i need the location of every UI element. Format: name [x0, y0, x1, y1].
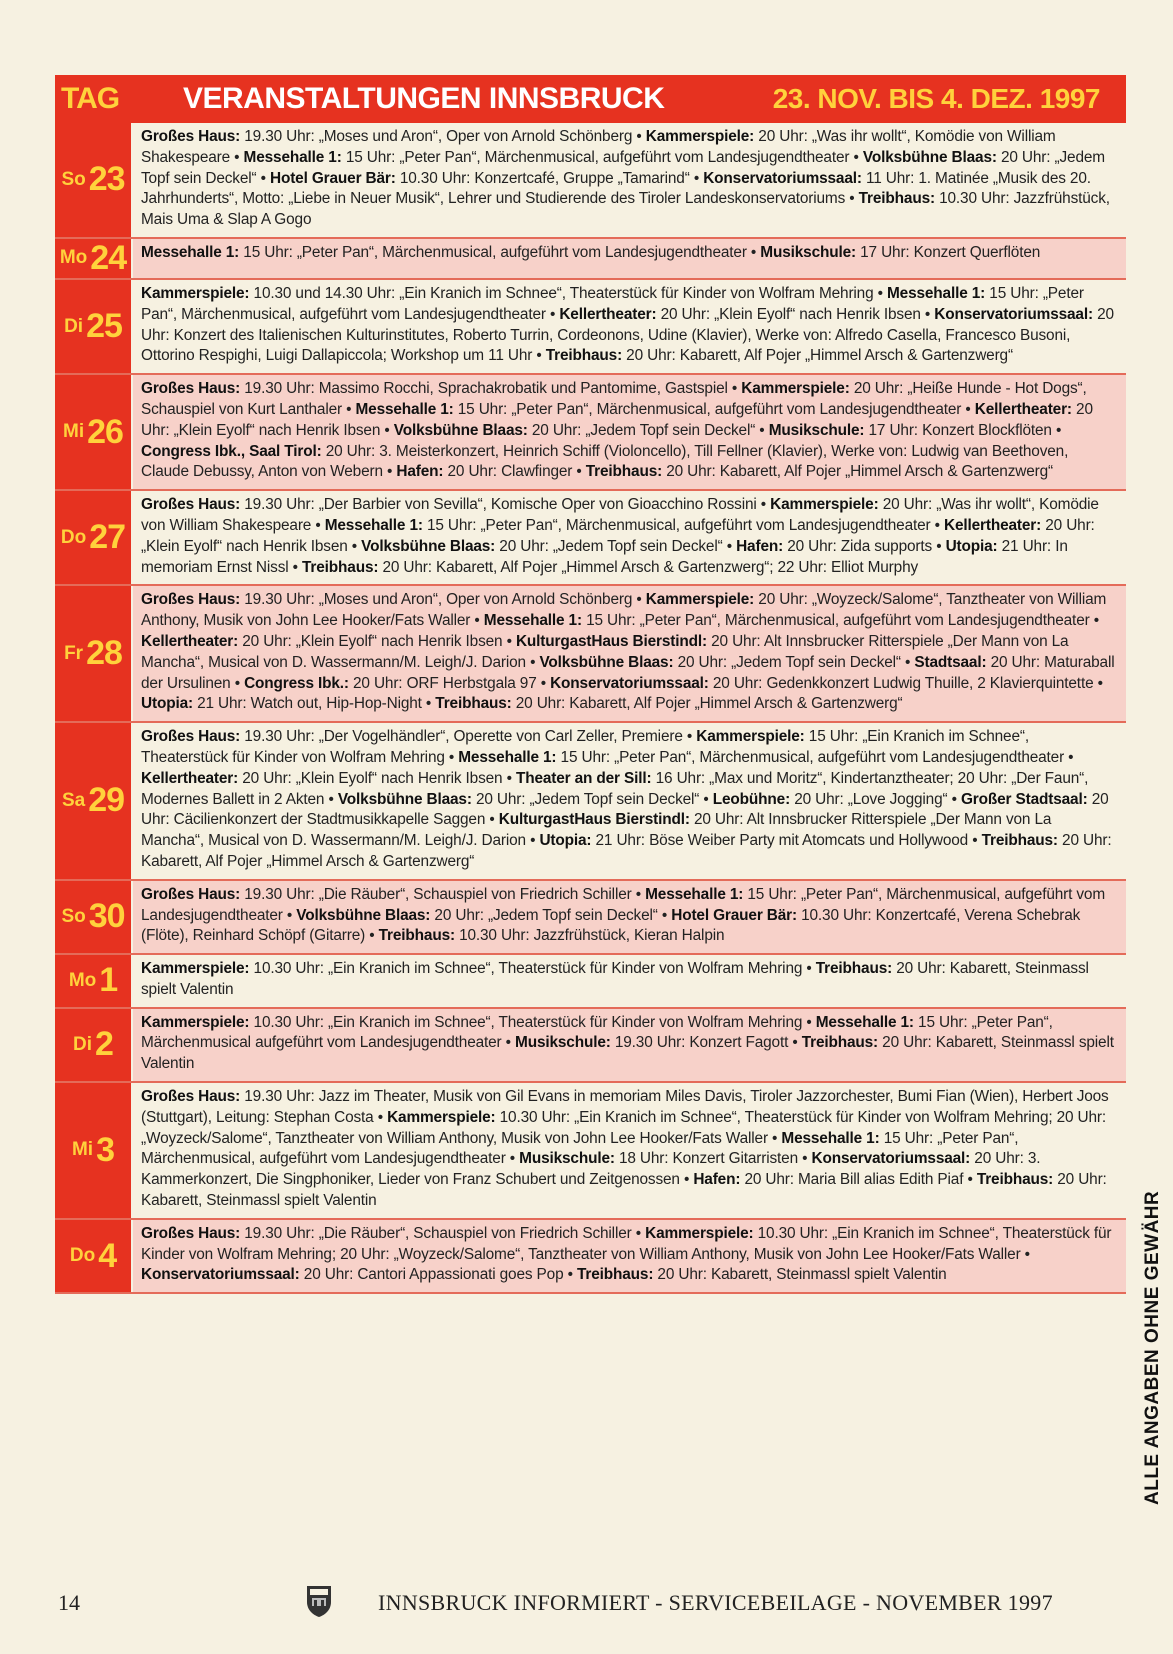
- header-title: VERANSTALTUNGEN INNSBRUCK: [183, 82, 665, 115]
- events-text: [133, 280, 1126, 373]
- venue-name: Messehalle 1:: [887, 284, 986, 302]
- day-label: [55, 239, 133, 278]
- venue-name: Hafen:: [396, 463, 444, 481]
- day-number: 24: [90, 238, 127, 277]
- events-text: [133, 955, 1126, 1007]
- day-label: [55, 123, 133, 237]
- venue-name: Kellertheater:: [974, 400, 1072, 418]
- day-label: [55, 280, 133, 373]
- event-detail: 20 Uhr: „Was ihr wollt“, Komödie von William Shakespeare •: [141, 128, 1056, 166]
- day-label: [55, 1009, 133, 1081]
- event-detail: 20 Uhr: Kabarett, Steinmassl spielt Valentin: [141, 1171, 1107, 1210]
- venue-name: Treibhaus:: [545, 347, 623, 365]
- event-detail: 15 Uhr: „Peter Pan“, Märchenmusical aufgeführt vom Landesjugendtheater •: [141, 1013, 1053, 1052]
- events-text: [133, 586, 1126, 721]
- events-text: [133, 123, 1126, 237]
- venue-name: Großes Haus:: [141, 128, 241, 145]
- day-number: 23: [88, 160, 125, 199]
- event-detail: 15 Uhr: „Peter Pan“, Märchenmusical, aufgeführt vom Landesjugendtheater •: [556, 748, 1074, 766]
- day-row: [55, 586, 1126, 723]
- event-detail: 20 Uhr: „Jedem Topf sein Deckel“ •: [141, 148, 1105, 187]
- event-detail: 19.30 Uhr: „Die Räuber“, Schauspiel von Friedrich Schiller •: [240, 1224, 646, 1242]
- event-detail: 19.30 Uhr: Konzert Fagott •: [610, 1034, 802, 1052]
- venue-name: Volksbühne Blaas:: [361, 537, 496, 555]
- day-number: 28: [86, 634, 122, 673]
- day-row: [55, 881, 1126, 955]
- venue-name: Kammerspiele:: [696, 728, 805, 746]
- venue-name: Kammerspiele:: [141, 1013, 250, 1031]
- day-number: 25: [86, 307, 122, 346]
- events-text: [133, 723, 1126, 879]
- venue-name: Kammerspiele:: [645, 128, 755, 145]
- venue-name: KulturgastHaus Bierstindl:: [498, 811, 690, 829]
- event-detail: 19.30 Uhr: „Der Vogelhändler“, Operette von Carl Zeller, Premiere •: [240, 728, 697, 746]
- venue-name: Großes Haus:: [141, 728, 241, 746]
- page-number: 14: [58, 1590, 80, 1615]
- event-detail: 20 Uhr: Kabarett, Steinmassl spielt Valentin: [141, 960, 1089, 998]
- venue-name: Volksbühne Blaas:: [337, 790, 472, 808]
- weekday: So: [61, 905, 86, 927]
- event-detail: 20 Uhr: „Jedem Topf sein Deckel“ •: [430, 906, 672, 924]
- day-number: 27: [89, 518, 126, 557]
- events-table: [55, 75, 1126, 1294]
- venue-name: Musikschule:: [768, 421, 865, 439]
- day-number: 2: [95, 1025, 113, 1064]
- weekday: Do: [69, 1245, 96, 1267]
- venue-name: Treibhaus:: [576, 1266, 654, 1284]
- event-detail: 15 Uhr: „Peter Pan“, Märchenmusical, aufgeführt vom Landesjugendtheater •: [141, 284, 1084, 323]
- day-label: [55, 586, 133, 721]
- events-text: [133, 1083, 1126, 1218]
- venue-name: Großes Haus:: [141, 496, 241, 514]
- event-detail: 16 Uhr: „Max und Moritz“, Kindertanztheater; 20 Uhr: „Der Faun“, Modernes Ballett in 2 Akten •: [141, 769, 1089, 808]
- venue-name: Konservatoriumssaal:: [550, 674, 709, 692]
- venue-name: Treibhaus:: [585, 463, 663, 481]
- venue-name: Stadtsaal:: [914, 653, 987, 671]
- venue-name: Musikschule:: [515, 1034, 611, 1052]
- venue-name: Kammerspiele:: [645, 591, 755, 609]
- weekday: Mi: [63, 421, 85, 443]
- events-text: [133, 491, 1126, 584]
- event-detail: 20 Uhr: „Klein Eyolf“ nach Henrik Ibsen •: [656, 305, 935, 323]
- venue-name: Großes Haus:: [141, 380, 241, 398]
- event-detail: 20 Uhr: „Klein Eyolf“ nach Henrik Ibsen •: [238, 769, 516, 787]
- venue-name: Utopia:: [945, 537, 998, 555]
- event-detail: 20 Uhr: Maturaball der Ursulinen •: [141, 653, 1115, 692]
- venue-name: Hotel Grauer Bär:: [269, 169, 396, 187]
- venue-name: Kammerspiele:: [141, 960, 250, 978]
- publication-title: INNSBRUCK INFORMIERT - SERVICEBEILAGE - NOVEMBER 1997: [378, 1590, 1053, 1615]
- event-detail: 20 Uhr: Kabarett, Alf Pojer „Himmel Arsch & Gartenzwerg“: [141, 832, 1112, 870]
- event-detail: 15 Uhr: „Peter Pan“, Märchenmusical, aufgeführt vom Landesjugendtheater •: [239, 243, 761, 261]
- event-detail: 20 Uhr: Kabarett, Steinmassl spielt Valentin: [141, 1034, 1114, 1073]
- event-detail: 20 Uhr: Alt Innsbrucker Ritterspiele „Der Mann von La Mancha“, Musical von D. Wassermann/M. Leigh/J. Darion •: [141, 632, 1069, 671]
- venue-name: Messehalle 1:: [324, 516, 423, 534]
- venue-name: Hafen:: [736, 537, 784, 555]
- venue-name: Großes Haus:: [141, 1224, 241, 1242]
- event-detail: 20 Uhr: Gedenkkonzert Ludwig Thuille, 2 Klavierquintette •: [708, 674, 1103, 692]
- event-detail: 20 Uhr: „Jedem Topf sein Deckel“ •: [495, 537, 737, 555]
- event-detail: 15 Uhr: „Peter Pan“, Märchenmusical, aufgeführt vom Landesjugendtheater •: [453, 400, 975, 418]
- venue-name: Theater an der Sill:: [515, 769, 652, 787]
- event-detail: 20 Uhr: Konzert des Italienischen Kulturinstitutes, Roberto Turrin, Cordeonons, Udine (Klavier), Werke von: Alfredo Casella, Francesco Busoni, Ottorino Respighi, Luigi Dallapiccola; Workshop um 11 Uhr •: [141, 305, 1114, 365]
- venue-name: Konservatoriumssaal:: [703, 169, 862, 187]
- venue-name: Volksbühne Blaas:: [539, 653, 674, 671]
- event-detail: 10.30 Uhr: „Ein Kranich im Schnee“, Theaterstück für Kinder von Wolfram Mehring; 20 Uhr: „Woyzeck/Salome“, Tanztheater von William Anthony, Musik von John Lee Hooker/Fats Waller •: [141, 1108, 1107, 1147]
- event-detail: 10.30 Uhr: Jazzfrühstück, Mais Uma & Slap A Gogo: [141, 190, 1110, 229]
- event-detail: 20 Uhr: „Jedem Topf sein Deckel“ •: [527, 421, 769, 439]
- event-detail: 20 Uhr: „Klein Eyolf“ nach Henrik Ibsen •: [141, 400, 1093, 439]
- city-crest-icon: [305, 1584, 333, 1618]
- event-detail: 10.30 und 14.30 Uhr: „Ein Kranich im Schnee“, Theaterstück für Kinder von Wolfram Mehring •: [249, 284, 887, 302]
- event-detail: 20 Uhr: Clawfinger •: [443, 463, 586, 481]
- venue-name: Utopia:: [141, 695, 193, 713]
- venue-name: Treibhaus:: [815, 960, 893, 978]
- event-detail: 19.30 Uhr: „Der Barbier von Sevilla“, Komische Oper von Gioacchino Rossini •: [240, 496, 771, 514]
- event-detail: 20 Uhr: „Jedem Topf sein Deckel“ •: [471, 790, 713, 808]
- events-text: [133, 881, 1126, 953]
- venue-name: Musikschule:: [760, 243, 856, 261]
- event-detail: 21 Uhr: Böse Weiber Party mit Atomcats und Hollywood •: [591, 832, 982, 850]
- day-label: [55, 881, 133, 953]
- day-number: 3: [96, 1130, 115, 1169]
- event-detail: 20 Uhr: Kabarett, Alf Pojer „Himmel Arsch & Gartenzwerg“; 22 Uhr: Elliot Murphy: [378, 558, 919, 576]
- event-detail: 20 Uhr: „Heiße Hunde - Hot Dogs“, Schauspiel von Kurt Lanthaler •: [141, 380, 1087, 418]
- day-row: [55, 491, 1126, 586]
- event-detail: 21 Uhr: In memoriam Ernst Nissl •: [141, 537, 1068, 576]
- venue-name: Volksbühne Blaas:: [296, 906, 431, 924]
- venue-name: Messehalle 1:: [815, 1013, 914, 1031]
- event-detail: 10.30 Uhr: „Ein Kranich im Schnee“, Theaterstück für Kinder von Wolfram Mehring •: [249, 960, 816, 978]
- venue-name: Hafen:: [693, 1171, 741, 1189]
- event-detail: 20 Uhr: 3. Meisterkonzert, Heinrich Schiff (Violoncello), Till Fellner (Klavier), Werke von: Ludwig van Beethoven, Claude Debussy, Anton von Webern •: [141, 442, 1069, 481]
- day-row: [55, 1220, 1126, 1294]
- venue-name: Großes Haus:: [141, 885, 241, 903]
- event-detail: 20 Uhr: „Was ihr wollt“, Komödie von William Shakespeare •: [141, 496, 1099, 534]
- venue-name: Treibhaus:: [302, 558, 379, 576]
- event-detail: 20 Uhr: „Klein Eyolf“ nach Henrik Ibsen •: [238, 632, 516, 650]
- event-detail: 20 Uhr: Cäcilienkonzert der Stadtmusikkapelle Saggen •: [141, 790, 1109, 829]
- event-detail: 19.30 Uhr: Jazz im Theater, Musik von Gil Evans in memoriam Miles Davis, Tiroler Jazzorchester, Bumi Fian (Wien), Herbert Joos (Stuttgart), Leitung: Stephan Costa •: [141, 1088, 1109, 1126]
- venue-name: Messehalle 1:: [458, 748, 557, 766]
- table-header: [55, 75, 1126, 123]
- event-detail: 17 Uhr: Konzert Blockflöten •: [864, 421, 1062, 439]
- venue-name: Congress Ibk.:: [244, 674, 349, 692]
- venue-name: Volksbühne Blaas:: [862, 148, 997, 166]
- event-detail: 20 Uhr: Alt Innsbrucker Ritterspiele „Der Mann von La Mancha“, Musical von D. Wassermann/M. Leigh/J. Darion •: [141, 811, 1052, 850]
- event-detail: 19.30 Uhr: „Die Räuber“, Schauspiel von Friedrich Schiller •: [240, 885, 646, 903]
- page-footer: [0, 1588, 1173, 1618]
- events-text: [133, 1220, 1126, 1292]
- event-detail: 20 Uhr: „Klein Eyolf“ nach Henrik Ibsen •: [141, 516, 1095, 555]
- event-detail: 19.30 Uhr: „Moses und Aron“, Oper von Arnold Schönberg •: [240, 591, 646, 609]
- event-detail: 10.30 Uhr: „Ein Kranich im Schnee“, Theaterstück für Kinder von Wolfram Mehring •: [249, 1013, 816, 1031]
- event-detail: 20 Uhr: Cantori Appassionati goes Pop •: [299, 1266, 577, 1284]
- event-detail: 19.30 Uhr: Massimo Rocchi, Sprachakrobatik und Pantomime, Gastspiel •: [240, 380, 742, 398]
- venue-name: Kellertheater:: [944, 516, 1042, 534]
- event-detail: 15 Uhr: „Ein Kranich im Schnee“, Theaterstück für Kinder von Wolfram Mehring •: [141, 728, 1029, 766]
- event-detail: 20 Uhr: Kabarett, Alf Pojer „Himmel Arsch & Gartenzwerg“: [511, 695, 903, 713]
- day-label: [55, 491, 133, 584]
- venue-name: Großes Haus:: [141, 591, 241, 609]
- events-text: [133, 239, 1126, 278]
- event-detail: 15 Uhr: „Peter Pan“, Märchenmusical, aufgeführt vom Landesjugendtheater •: [141, 885, 1105, 924]
- day-row: [55, 123, 1126, 239]
- venue-name: Hotel Grauer Bär:: [671, 906, 797, 924]
- event-detail: 20 Uhr: „Woyzeck/Salome“, Tanztheater von William Anthony, Musik von John Lee Hooker/Fats Waller •: [141, 591, 1107, 630]
- event-detail: 21 Uhr: Watch out, Hip-Hop-Night •: [192, 695, 436, 713]
- event-detail: 20 Uhr: 3. Kammerkonzert, Die Singphoniker, Lieder von Franz Schubert und Zeitgenossen •: [141, 1150, 1041, 1189]
- venue-name: Treibhaus:: [858, 190, 935, 208]
- venue-name: Messehalle 1:: [781, 1129, 880, 1147]
- weekday: Fr: [64, 642, 84, 664]
- event-detail: 17 Uhr: Konzert Querflöten: [856, 243, 1041, 261]
- day-row: [55, 239, 1126, 280]
- venue-name: Kammerspiele:: [141, 284, 250, 302]
- event-rows: [55, 123, 1126, 1294]
- event-detail: 20 Uhr: Kabarett, Steinmassl spielt Valentin: [653, 1266, 947, 1284]
- day-label: [55, 1083, 133, 1218]
- day-row: [55, 375, 1126, 491]
- weekday: Mi: [71, 1139, 94, 1161]
- venue-name: Messehalle 1:: [483, 612, 582, 630]
- venue-name: Großer Stadtsaal:: [960, 790, 1088, 808]
- events-text: [133, 375, 1126, 489]
- weekday: Mo: [59, 247, 88, 269]
- venue-name: Utopia:: [539, 832, 592, 850]
- venue-name: Kammerspiele:: [645, 1224, 754, 1242]
- event-detail: 20 Uhr: „Jedem Topf sein Deckel“ •: [673, 653, 915, 671]
- venue-name: KulturgastHaus Bierstindl:: [515, 632, 708, 650]
- venue-name: Konservatoriumssaal:: [934, 305, 1093, 323]
- day-number: 1: [99, 961, 118, 1000]
- day-number: 29: [88, 781, 125, 820]
- event-detail: 20 Uhr: Zida supports •: [783, 537, 946, 555]
- disclaimer-vertical: ALLE ANGABEN OHNE GEWÄHR: [1142, 1190, 1163, 1505]
- weekday: Di: [64, 315, 84, 337]
- event-detail: 20 Uhr: Kabarett, Alf Pojer „Himmel Arsch & Gartenzwerg“: [622, 347, 1013, 365]
- venue-name: Kellertheater:: [559, 305, 657, 323]
- venue-name: Kellertheater:: [141, 632, 239, 650]
- venue-name: Treibhaus:: [378, 927, 455, 945]
- event-detail: 15 Uhr: „Peter Pan“, Märchenmusical, aufgeführt vom Landesjugendtheater •: [422, 516, 944, 534]
- venue-name: Großes Haus:: [141, 1088, 241, 1106]
- venue-name: Kammerspiele:: [770, 496, 879, 514]
- venue-name: Kellertheater:: [141, 769, 239, 787]
- weekday: Sa: [61, 789, 86, 811]
- venue-name: Musikschule:: [519, 1150, 615, 1168]
- day-row: [55, 280, 1126, 375]
- day-label: [55, 955, 133, 1007]
- venue-name: Messehalle 1:: [645, 885, 744, 903]
- event-detail: 10.30 Uhr: Jazzfrühstück, Kieran Halpin: [454, 927, 725, 945]
- day-row: [55, 1009, 1126, 1083]
- venue-name: Konservatoriumssaal:: [141, 1266, 300, 1284]
- venue-name: Messehalle 1:: [355, 400, 454, 418]
- day-number: 26: [87, 412, 123, 451]
- event-detail: 11 Uhr: 1. Matinée „Musik des 20. Jahrhunderts“, Motto: „Liebe in Neuer Musik“, Lehrer und Studierende des Tiroler Landeskonservatoriums •: [141, 169, 1091, 208]
- weekday: Mo: [68, 969, 97, 991]
- event-detail: 10.30 Uhr: Konzertcafé, Gruppe „Tamarind“ •: [395, 169, 704, 187]
- header-tag: TAG: [61, 82, 120, 115]
- venue-name: Leobühne:: [712, 790, 791, 808]
- day-number: 30: [88, 897, 125, 936]
- venue-name: Treibhaus:: [976, 1171, 1054, 1189]
- venue-name: Volksbühne Blaas:: [393, 421, 528, 439]
- events-text: [133, 1009, 1126, 1081]
- event-detail: 10.30 Uhr: „Ein Kranich im Schnee“, Theaterstück für Kinder von Wolfram Mehring; 20 Uhr: „Woyzeck/Salome“, Tanztheater von William Anthony, Musik von John Lee Hooker/Fats Waller •: [141, 1224, 1112, 1263]
- day-row: [55, 723, 1126, 881]
- event-detail: 15 Uhr: „Peter Pan“, Märchenmusical, aufgeführt vom Landesjugendtheater •: [341, 148, 863, 166]
- event-detail: 20 Uhr: Maria Bill alias Edith Piaf •: [740, 1171, 977, 1189]
- day-label: [55, 375, 133, 489]
- venue-name: Kammerspiele:: [741, 380, 850, 398]
- event-detail: 20 Uhr: Kabarett, Alf Pojer „Himmel Arsch & Gartenzwerg“: [662, 463, 1053, 481]
- venue-name: Messehalle 1:: [243, 148, 342, 166]
- event-detail: 20 Uhr: „Love Jogging“ •: [790, 790, 961, 808]
- day-label: [55, 723, 133, 879]
- event-detail: 15 Uhr: „Peter Pan“, Märchenmusical, aufgeführt vom Landesjugendtheater •: [581, 612, 1099, 630]
- event-detail: 18 Uhr: Konzert Gitarristen •: [614, 1150, 812, 1168]
- venue-name: Treibhaus:: [435, 695, 512, 713]
- day-number: 4: [98, 1236, 117, 1275]
- day-label: [55, 1220, 133, 1292]
- event-detail: 19.30 Uhr: „Moses und Aron“, Oper von Arnold Schönberg •: [240, 128, 646, 145]
- day-row: [55, 1083, 1126, 1220]
- weekday: Do: [60, 526, 87, 548]
- event-detail: 15 Uhr: „Peter Pan“, Märchenmusical, aufgeführt vom Landesjugendtheater •: [141, 1129, 1019, 1168]
- venue-name: Treibhaus:: [981, 832, 1058, 850]
- venue-name: Congress Ibk., Saal Tirol:: [141, 442, 322, 460]
- header-date-range: 23. NOV. BIS 4. DEZ. 1997: [772, 83, 1100, 114]
- weekday: Di: [73, 1033, 93, 1055]
- venue-name: Treibhaus:: [801, 1034, 879, 1052]
- day-row: [55, 955, 1126, 1009]
- event-detail: 10.30 Uhr: Konzertcafé, Verena Schebrak (Flöte), Reinhard Schöpf (Gitarre) •: [141, 906, 1081, 945]
- weekday: So: [61, 168, 86, 190]
- event-detail: 20 Uhr: ORF Herbstgala 97 •: [348, 674, 551, 692]
- venue-name: Messehalle 1:: [141, 243, 240, 261]
- venue-name: Konservatoriumssaal:: [811, 1150, 971, 1168]
- venue-name: Kammerspiele:: [387, 1108, 496, 1126]
